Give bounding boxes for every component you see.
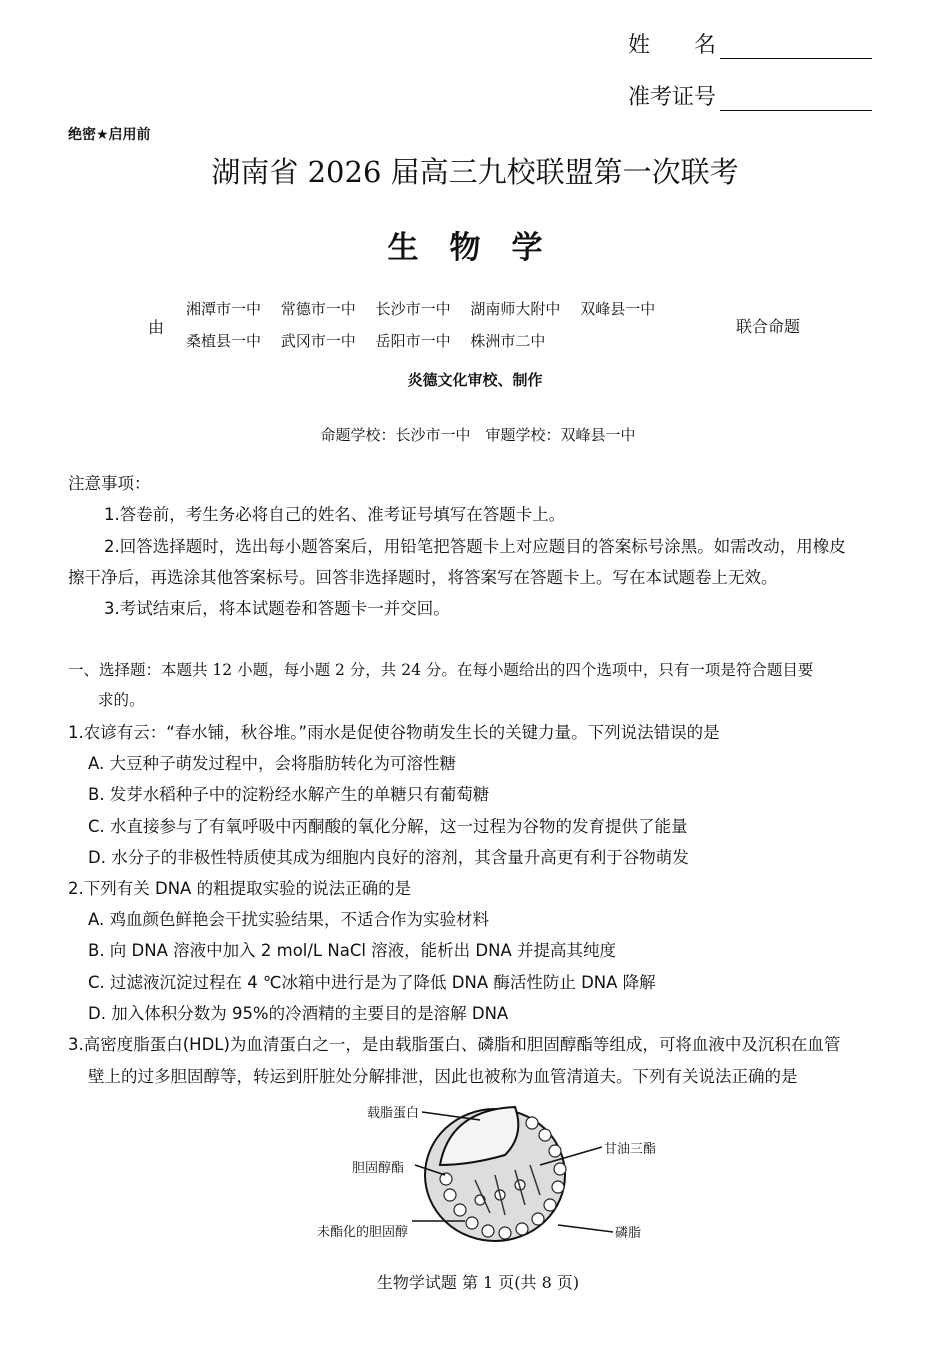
q2-option-b: B. 向 DNA 溶液中加入 2 mol/L NaCl 溶液，能析出 DNA 并提高其纯度 bbox=[88, 941, 616, 960]
label-phospholipid: 磷脂 bbox=[615, 1226, 642, 1241]
exam-id-field[interactable] bbox=[628, 80, 872, 111]
school: 常德市一中 bbox=[280, 300, 356, 318]
note-item: 3.考试结束后，将本试题卷和答题卡一并交回。 bbox=[104, 599, 450, 618]
q2-option-a: A. 鸡血颜色鲜艳会干扰实验结果，不适合作为实验材料 bbox=[88, 910, 489, 929]
school: 株洲市二中 bbox=[470, 332, 546, 350]
school: 岳阳市一中 bbox=[375, 332, 451, 350]
label-apolipoprotein: 载脂蛋白 bbox=[367, 1106, 420, 1121]
schools-row-1 bbox=[186, 298, 655, 319]
page-footer: 生物学试题 第 1 页(共 8 页) bbox=[376, 1273, 580, 1292]
label-free-cholesterol: 未酯化的胆固醇 bbox=[317, 1225, 409, 1240]
name-label: 姓 名 bbox=[628, 33, 717, 58]
school: 桑植县一中 bbox=[186, 332, 262, 350]
q1-option-c: C. 水直接参与了有氧呼吸中丙酮酸的氧化分解，这一过程为谷物的发育提供了能量 bbox=[88, 817, 688, 836]
producer: 炎德文化审校、制作 bbox=[407, 371, 543, 389]
name-blank[interactable] bbox=[720, 38, 872, 59]
schools-row-2 bbox=[186, 330, 545, 351]
section-heading-cont: 求的。 bbox=[98, 691, 145, 709]
question-3-stem-cont: 壁上的过多胆固醇等，转运到肝脏处分解排泄，因此也被称为血管清道夫。下列有关说法正确的是 bbox=[88, 1067, 798, 1086]
q1-option-d: D. 水分子的非极性特质使其成为细胞内良好的溶剂，其含量升高更有利于谷物萌发 bbox=[88, 848, 689, 867]
school: 长沙市一中 bbox=[375, 300, 451, 318]
school: 双峰县一中 bbox=[580, 300, 656, 318]
school: 湖南师大附中 bbox=[470, 300, 561, 318]
note-item: 1.答卷前，考生务必将自己的姓名、准考证号填写在答题卡上。 bbox=[104, 505, 566, 524]
secret-mark: 绝密★启用前 bbox=[68, 127, 151, 143]
joint-label: 联合命题 bbox=[736, 317, 801, 336]
q1-option-a: A. 大豆种子萌发过程中，会将脂肪转化为可溶性糖 bbox=[88, 754, 456, 773]
exam-id-label: 准考证号 bbox=[628, 85, 717, 110]
q2-option-c: C. 过滤液沉淀过程在 4 ℃冰箱中进行是为了降低 DNA 酶活性防止 DNA 降解 bbox=[88, 973, 656, 992]
q2-option-d: D. 加入体积分数为 95%的冷酒精的主要目的是溶解 DNA bbox=[88, 1004, 509, 1023]
label-cholesteryl-ester: 胆固醇酯 bbox=[352, 1161, 405, 1176]
question-3-stem: 3.高密度脂蛋白(HDL)为血清蛋白之一，是由载脂蛋白、磷脂和胆固醇酯等组成，可将血液中及沉积在血管 bbox=[68, 1035, 841, 1054]
label-triglyceride: 甘油三酯 bbox=[604, 1142, 657, 1157]
school: 湘潭市一中 bbox=[186, 300, 262, 318]
question-1-stem: 1.农谚有云：“春水铺，秋谷堆。”雨水是促使谷物萌发生长的关键力量。下列说法错误的是 bbox=[68, 723, 720, 742]
notes-title: 注意事项： bbox=[68, 474, 151, 493]
q1-option-b: B. 发芽水稻种子中的淀粉经水解产生的单糖只有葡萄糖 bbox=[88, 785, 490, 804]
setters: 命题学校：长沙市一中 审题学校：双峰县一中 bbox=[320, 426, 636, 444]
school: 武冈市一中 bbox=[280, 332, 356, 350]
question-2-stem: 2.下列有关 DNA 的粗提取实验的说法正确的是 bbox=[68, 879, 412, 898]
by-label: 由 bbox=[148, 318, 165, 337]
note-item: 擦干净后，再选涂其他答案标号。回答非选择题时，将答案写在答题卡上。写在本试题卷上无效。 bbox=[68, 568, 778, 587]
note-item: 2.回答选择题时，选出每小题答案后，用铅笔把答题卡上对应题目的答案标号涂黑。如需改动，用橡皮 bbox=[104, 537, 846, 556]
subject-title: 生 物 学 bbox=[387, 230, 543, 266]
exam-id-blank[interactable] bbox=[720, 90, 872, 111]
section-heading: 一、选择题：本题共 12 小题，每小题 2 分，共 24 分。在每小题给出的四个选项中，只有一项是符合题目要 bbox=[68, 661, 814, 679]
name-field[interactable] bbox=[628, 28, 872, 59]
exam-title: 湖南省 2026 届高三九校联盟第一次联考 bbox=[211, 155, 739, 189]
